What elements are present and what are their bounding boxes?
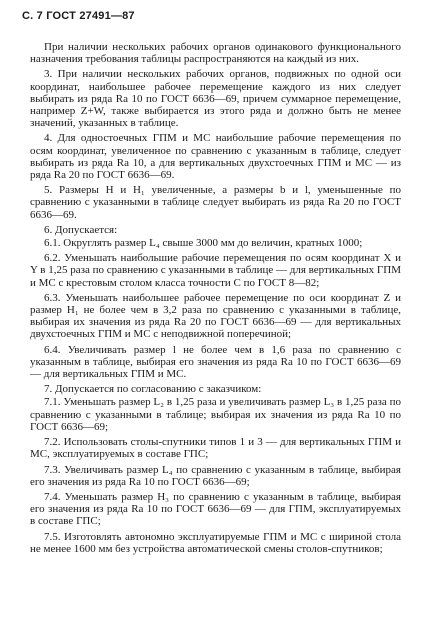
paragraph-intro: При наличии нескольких рабочих органов одинакового функционального назначения требования таблицы распространяются на каждый из них. [30, 41, 401, 66]
paragraph-6-4: 6.4. Увеличивать размер l не более чем в 1,6 раза по сравнению с указанным в таблице, выбирая его значения из ряда Ra 10 по ГОСТ 6636—69 — для вертикальных ГПМ и МС. [30, 343, 401, 381]
paragraph-7-2: 7.2. Использовать столы-спутники типов 1 и 3 — для вертикальных ГПМ и МС, эксплуатируемых в составе ГПС; [30, 436, 401, 461]
paragraph-7-4: 7.4. Уменьшать размер H₃ по сравнению с указанным в таблице, выбирая его значения из ряда Ra 10 по ГОСТ 6636—69 — для ГПМ, эксплуатируемых в составе ГПС; [30, 490, 401, 528]
paragraph-3: 3. При наличии нескольких рабочих органов, подвижных по одной оси координат, наибольшее рабочее перемещение каждого из них следует выбирать из ряда Ra 10 по ГОСТ 6636—69, причем суммарное перемещение, например Z+W, также выбирается из этого ряда и должно быть не менее значений, указанных в таблице. [30, 68, 401, 130]
paragraph-6-1: 6.1. Округлять размер L₄ свыше 3000 мм до величин, кратных 1000; [44, 237, 363, 250]
paragraph-5: 5. Размеры H и H₁ увеличенные, а размеры b и l, уменьшенные по сравнению с указанными в таблице следует выбирать из ряда Ra 20 по ГОСТ 6636—69. [30, 184, 401, 221]
paragraph-7-1: 7.1. Уменьшать размер L₂ в 1,25 раза и увеличивать размер L₃ в 1,25 раза по сравнению с указанными в таблице; выбирая их значения из ряда Ra 10 по ГОСТ 6636—69; [30, 396, 401, 433]
paragraph-6: 6. Допускается: [44, 223, 118, 236]
paragraph-7: 7. Допускается по согласованию с заказчиком: [44, 383, 262, 396]
paragraph-7-3: 7.3. Увеличивать размер L₄ по сравнению с указанным в таблице, выбирая его значения из ряда Ra 10 по ГОСТ 6636—69; [30, 463, 401, 488]
page-header: С. 7 ГОСТ 27491—87 [22, 10, 135, 22]
document-body [30, 41, 401, 555]
paragraph-7-5: 7.5. Изготовлять автономно эксплуатируемые ГПМ и МС с шириной стола не менее 1600 мм без устройства автоматической смены столов-спутников; [30, 530, 401, 555]
paragraph-4: 4. Для одностоечных ГПМ и МС наибольшие рабочие перемещения по осям координат, увеличенное по сравнению с указанным в таблице, следует выбирать из ряда Ra 10, а для вертикальных двухстоечных ГПМ и МС — из ряда Ra 20 по ГОСТ 6636—69. [30, 132, 401, 182]
paragraph-6-3: 6.3. Уменьшать наибольшее рабочее перемещение по оси координат Z и размер H₁ не более чем в 3,2 раза по сравнению с указанными в таблице, выбирая их значения из ряда Ra 20 по ГОСТ 6636—69 — для вертикальных двухстоечных ГПМ и МС с неподвижной поперечиной; [30, 291, 401, 341]
paragraph-6-2: 6.2. Уменьшать наибольшие рабочие перемещения по осям координат X и Y в 1,25 раза по сравнению с указанными в таблице — для вертикальных ГПМ и МС с крестовым столом класса точности С по ГОСТ 8—82; [30, 252, 401, 289]
